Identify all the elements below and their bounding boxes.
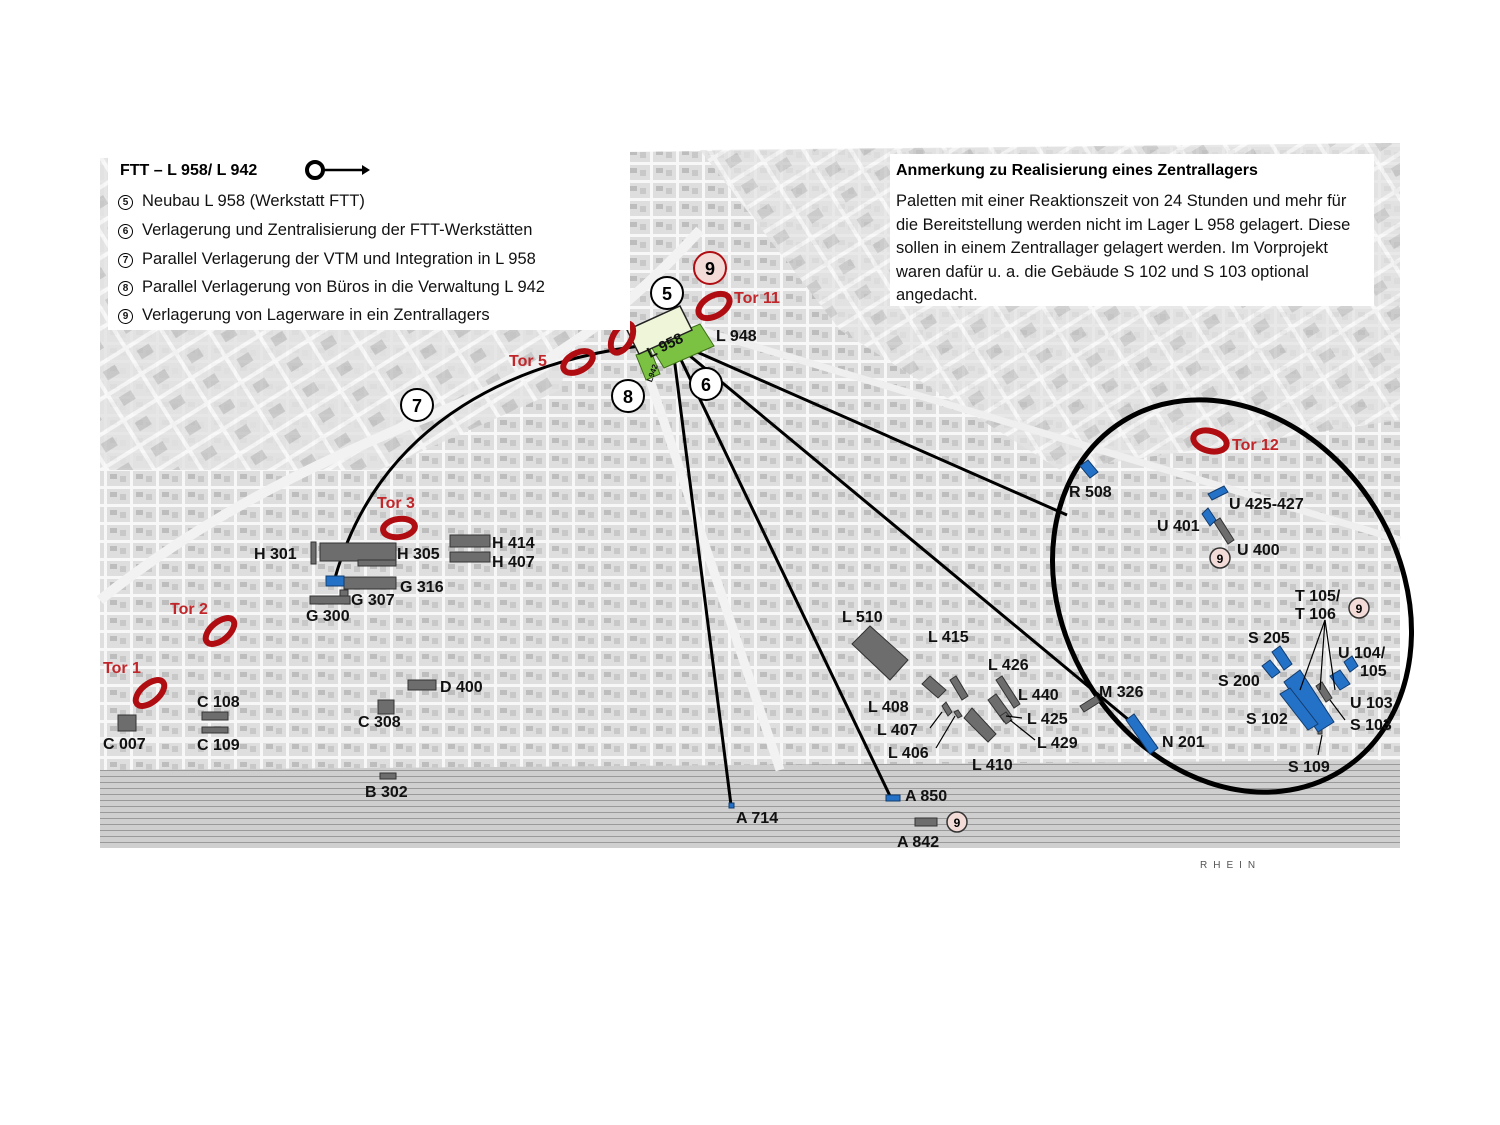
label-tor3: Tor 3 — [377, 495, 415, 512]
label-u105: 105 — [1360, 663, 1387, 680]
building-b302 — [380, 773, 396, 779]
building-g300 — [310, 596, 350, 604]
marker-5-label: 5 — [661, 284, 673, 304]
label-l510: L 510 — [842, 609, 883, 626]
label-l948: L 948 — [716, 328, 757, 345]
marker-9-t105-label: 9 — [1355, 602, 1363, 616]
label-u103: U 103 — [1350, 695, 1393, 712]
legend-item: 9 Verlagerung von Lagerware in ein Zentrallagers — [118, 306, 490, 325]
label-tor1: Tor 1 — [103, 660, 141, 677]
label-g316: G 316 — [400, 579, 444, 596]
label-tor12: Tor 12 — [1232, 437, 1279, 454]
legend-item: 7 Parallel Verlagerung der VTM und Integration in L 958 — [118, 250, 536, 269]
label-d400: D 400 — [440, 679, 483, 696]
label-h407: H 407 — [492, 554, 535, 571]
label-l429: L 429 — [1037, 735, 1078, 752]
legend-num: 6 — [118, 224, 133, 239]
building-a842 — [915, 818, 937, 826]
label-m326: M 326 — [1099, 684, 1144, 701]
label-h305: H 305 — [397, 546, 440, 563]
label-l406: L 406 — [888, 745, 929, 762]
label-u401: U 401 — [1157, 518, 1200, 535]
label-b302: B 302 — [365, 784, 408, 801]
building-c007 — [118, 715, 136, 731]
building-g316 — [344, 577, 396, 589]
label-s103: S 103 — [1350, 717, 1392, 734]
label-n201: N 201 — [1162, 734, 1205, 751]
legend-title: FTT – L 958/ L 942 — [120, 162, 258, 179]
label-r508: R 508 — [1069, 484, 1112, 501]
label-a842: A 842 — [897, 834, 940, 851]
label-l415: L 415 — [928, 629, 969, 646]
building-h305 — [320, 543, 396, 561]
building-h414 — [450, 535, 490, 547]
label-u400: U 400 — [1237, 542, 1280, 559]
label-a850: A 850 — [905, 788, 948, 805]
building-d400 — [408, 680, 436, 690]
label-t105: T 105/ — [1295, 588, 1341, 605]
annotation-box — [890, 154, 1374, 306]
label-l408: L 408 — [868, 699, 909, 716]
label-c108: C 108 — [197, 694, 240, 711]
building-blue-g316 — [326, 576, 344, 586]
label-l425: L 425 — [1027, 711, 1068, 728]
building-c109 — [202, 727, 228, 733]
label-tor2: Tor 2 — [170, 601, 208, 618]
building-g307 — [340, 590, 348, 596]
building-h407 — [450, 552, 490, 562]
legend-num: 8 — [118, 281, 133, 296]
label-s102: S 102 — [1246, 711, 1288, 728]
label-l426: L 426 — [988, 657, 1029, 674]
label-g307: G 307 — [351, 592, 395, 609]
marker-9-label: 9 — [704, 259, 716, 279]
label-u104: U 104/ — [1338, 645, 1386, 662]
label-u425: U 425-427 — [1229, 496, 1304, 513]
building-h301 — [311, 542, 316, 564]
label-l440: L 440 — [1018, 687, 1059, 704]
legend-num: 9 — [118, 309, 133, 324]
marker-9-u400-label: 9 — [1216, 552, 1224, 566]
label-h301: H 301 — [254, 546, 297, 563]
building-c108 — [202, 712, 228, 720]
label-h414: H 414 — [492, 535, 535, 552]
label-l942: L942 — [645, 363, 660, 384]
building-a850 — [886, 795, 900, 801]
legend-num: 5 — [118, 195, 133, 210]
marker-9-a842-label: 9 — [953, 816, 961, 830]
label-l410: L 410 — [972, 757, 1013, 774]
building-c308 — [378, 700, 394, 714]
legend-num: 7 — [118, 253, 133, 268]
label-s205: S 205 — [1248, 630, 1290, 647]
building-a714 — [729, 803, 734, 808]
label-t106: T 106 — [1295, 606, 1336, 623]
river-label: RHEIN — [1200, 860, 1262, 871]
annotation-title: Anmerkung zu Realisierung eines Zentrallagers — [896, 162, 1258, 179]
ring-arrow-icon — [304, 158, 374, 182]
marker-7-label: 7 — [411, 396, 423, 416]
label-s109: S 109 — [1288, 759, 1330, 776]
label-l407: L 407 — [877, 722, 918, 739]
label-tor5: Tor 5 — [509, 353, 547, 370]
annotation-text: Paletten mit einer Reaktionszeit von 24 Stunden und mehr für die Bereitstellung werden nicht im Lager L 958 gelagert. Diese sollen in einem Zentrallager gelagert werden. Im Vorprojekt waren dafür u. a. die Gebäude S 102 und S 103 optional angedacht. — [896, 192, 1351, 304]
legend-item: 8 Parallel Verlagerung von Büros in die Verwaltung L 942 — [118, 278, 545, 297]
legend-item: 5 Neubau L 958 (Werkstatt FTT) — [118, 192, 365, 211]
label-c308: C 308 — [358, 714, 401, 731]
label-c109: C 109 — [197, 737, 240, 754]
marker-6-label: 6 — [700, 375, 712, 395]
legend-item: 6 Verlagerung und Zentralisierung der FTT-Werkstätten — [118, 221, 532, 240]
marker-8-label: 8 — [622, 387, 634, 407]
label-s200: S 200 — [1218, 673, 1260, 690]
label-l958: L 958 — [644, 329, 686, 362]
legend — [108, 150, 630, 330]
label-c007: C 007 — [103, 736, 146, 753]
label-tor11: Tor 11 — [734, 290, 780, 307]
label-a714: A 714 — [736, 810, 779, 827]
label-g300: G 300 — [306, 608, 350, 625]
